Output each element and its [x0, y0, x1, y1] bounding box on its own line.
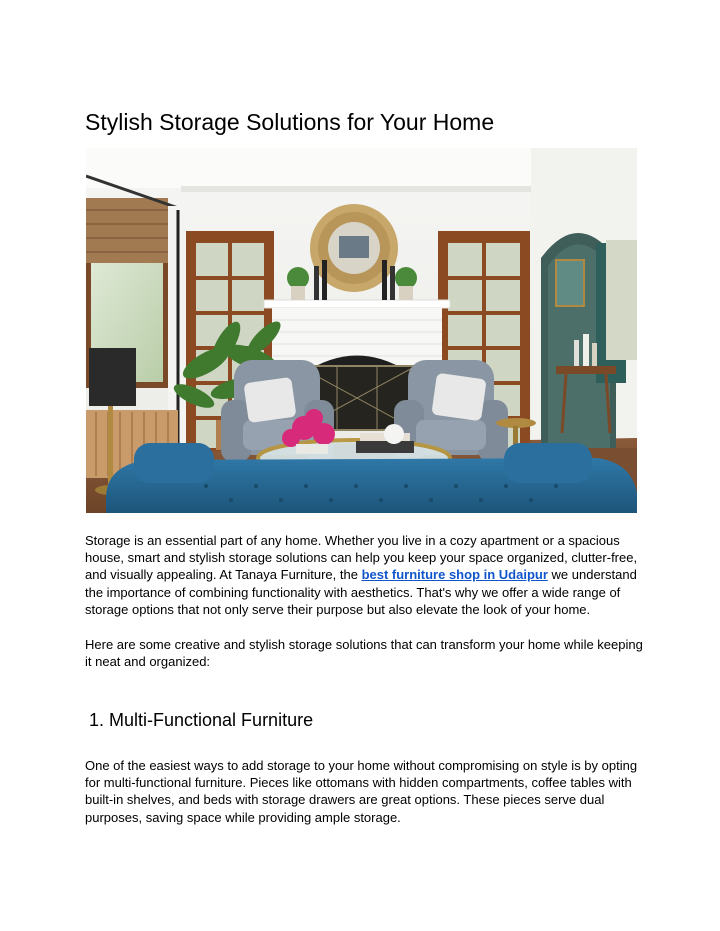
- intro-text-after-link: we understand the importance of combining functionality with aesthetics. That's why we offer a wide range of storage options that not only serve their purpose but also elevate the look of your home.: [85, 567, 637, 617]
- page-title: Stylish Storage Solutions for Your Home: [85, 109, 495, 135]
- hero-image: [86, 148, 637, 513]
- intro-text-before-link: Storage is an essential part of any home. Whether you live in a cozy apartment or a spacious house, smart and stylish storage solutions can help you keep your space organized, clutter-free, and visually appealing. At Tanaya Furniture, the: [85, 533, 638, 583]
- lead-in-paragraph: Here are some creative and stylish storage solutions that can transform your home while keeping it neat and organized:: [85, 637, 643, 670]
- section-1-body: One of the easiest ways to add storage to your home without compromising on style is by opting for multi-functional furniture. Pieces like ottomans with hidden compartments, coffee tables with built-in shelves, and beds with storage drawers are great options. These pieces serve dual purposes, saving space while providing ample storage.: [85, 758, 638, 825]
- intro-paragraph: [85, 532, 645, 618]
- section-heading-multi-functional-furniture: 1. Multi-Functional Furniture: [89, 710, 314, 730]
- best-furniture-shop-link[interactable]: best furniture shop in Udaipur: [361, 567, 548, 583]
